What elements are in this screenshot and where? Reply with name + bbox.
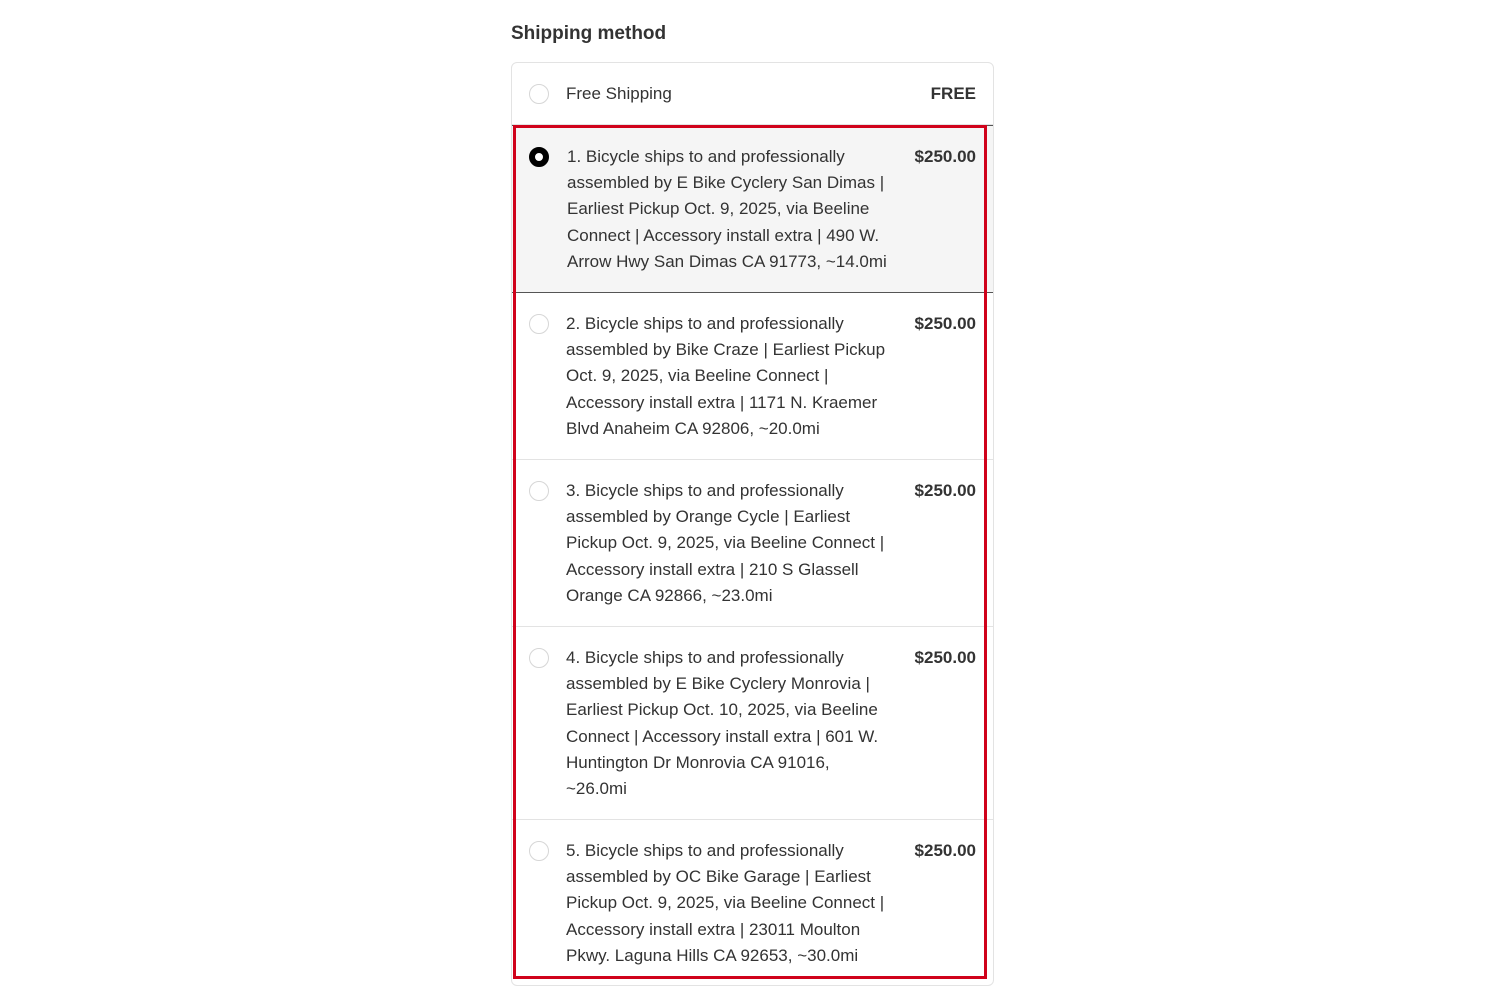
shipping-option-4[interactable]	[512, 627, 993, 820]
shipping-option-price: $250.00	[914, 481, 976, 500]
radio-button[interactable]	[529, 841, 549, 861]
shipping-option-2[interactable]	[512, 293, 993, 460]
shipping-option-price: FREE	[930, 84, 976, 103]
shipping-method-title: Shipping method	[511, 23, 667, 44]
shipping-option-label: Free Shipping	[566, 84, 672, 103]
shipping-option-5[interactable]	[512, 820, 993, 986]
shipping-option-3[interactable]	[512, 460, 993, 627]
shipping-option-price: $250.00	[914, 841, 976, 860]
shipping-options-list	[511, 62, 994, 986]
shipping-option-label: 1. Bicycle ships to and professionally assembled by E Bike Cyclery San Dimas | Earliest Pickup Oct. 9, 2025, via Beeline Connect | Accessory install extra | 490 W. Arrow Hwy San Dimas CA 91773, ~14.0mi	[567, 147, 887, 271]
shipping-option-label: 4. Bicycle ships to and professionally assembled by E Bike Cyclery Monrovia | Earliest Pickup Oct. 10, 2025, via Beeline Connect | Accessory install extra | 601 W. Huntington Dr Monrovia CA 91016, ~26.0mi	[566, 648, 879, 799]
radio-button[interactable]	[529, 84, 549, 104]
shipping-option-price: $250.00	[914, 147, 976, 166]
shipping-option-price: $250.00	[914, 314, 976, 333]
shipping-option-label: 5. Bicycle ships to and professionally assembled by OC Bike Garage | Earliest Pickup Oct. 9, 2025, via Beeline Connect | Accessory install extra | 23011 Moulton Pkwy. Laguna Hills CA 92653, ~30.0mi	[566, 841, 885, 965]
shipping-option-label: 2. Bicycle ships to and professionally assembled by Bike Craze | Earliest Pickup Oct. 9, 2025, via Beeline Connect | Accessory install extra | 1171 N. Kraemer Blvd Anaheim CA 92806, ~20.0mi	[566, 314, 886, 438]
shipping-option-label: 3. Bicycle ships to and professionally assembled by Orange Cycle | Earliest Pickup Oct. 9, 2025, via Beeline Connect | Accessory install extra | 210 S Glassell Orange CA 92866, ~23.0mi	[566, 481, 885, 605]
radio-button[interactable]	[529, 648, 549, 668]
shipping-option-free[interactable]	[512, 63, 993, 125]
shipping-option-price: $250.00	[914, 648, 976, 667]
radio-button-selected[interactable]	[529, 147, 549, 167]
radio-button[interactable]	[529, 481, 549, 501]
shipping-option-1[interactable]	[511, 125, 994, 293]
radio-button[interactable]	[529, 314, 549, 334]
